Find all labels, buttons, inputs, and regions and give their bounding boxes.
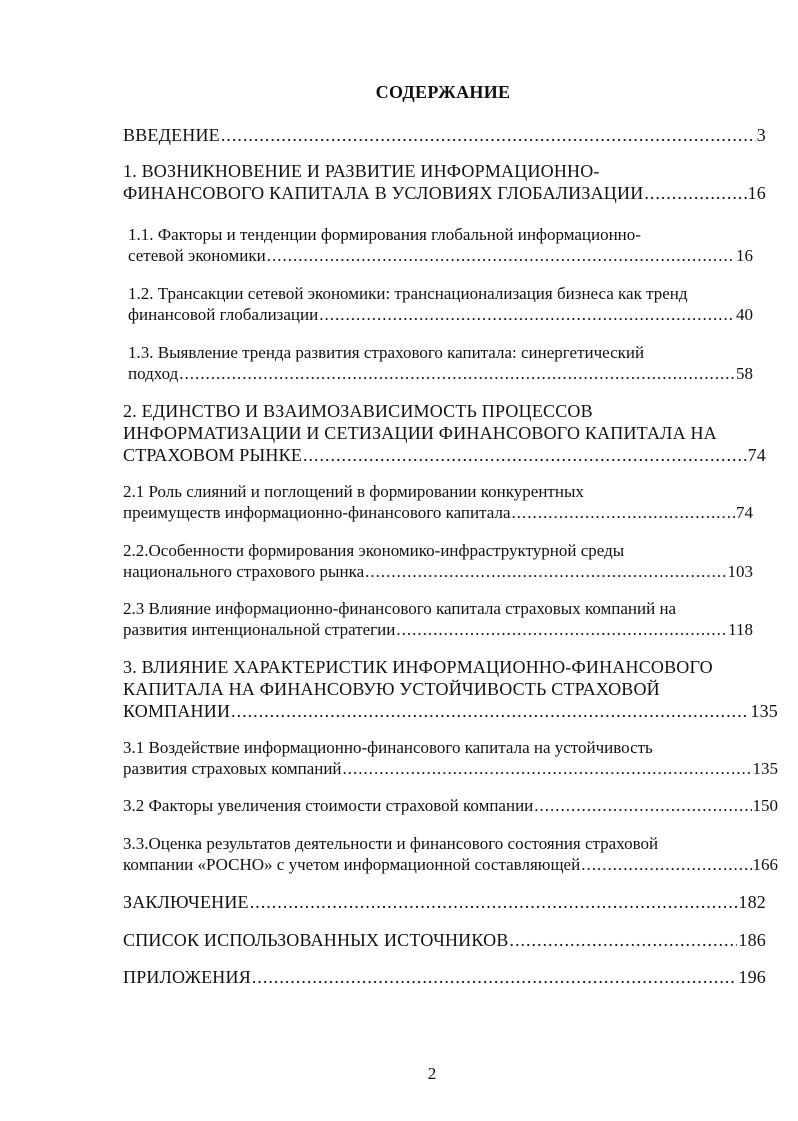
toc-entry-text: ИНФОРМАТИЗАЦИИ И СЕТИЗАЦИИ ФИНАНСОВОГО КАПИТАЛА НА (123, 423, 717, 443)
toc-page-number: 16 (747, 183, 766, 203)
toc-entry-section-3-2 (123, 795, 778, 816)
toc-page-number: 103 (727, 562, 753, 581)
toc-entry-text: компании «РОСНО» с учетом информационной составляющей (123, 855, 581, 874)
toc-page-number: 74 (747, 445, 766, 465)
dot-leader (231, 700, 749, 722)
toc-entry-text: ПРИЛОЖЕНИЯ (123, 967, 251, 987)
toc-entry-section-2-2 (123, 540, 753, 582)
toc-page-number: 166 (752, 855, 778, 874)
toc-entry-text: КАПИТАЛА НА ФИНАНСОВУЮ УСТОЙЧИВОСТЬ СТРАХОВОЙ (123, 679, 660, 699)
dot-leader (581, 854, 751, 875)
dot-leader (343, 758, 752, 779)
toc-entry-text: 1. ВОЗНИКНОВЕНИЕ И РАЗВИТИЕ ИНФОРМАЦИОННО- (123, 161, 600, 181)
dot-leader (510, 929, 738, 951)
toc-entry-references (123, 929, 766, 951)
toc-entry-section-1-2 (128, 283, 753, 325)
dot-leader (179, 363, 735, 384)
toc-entry-text: преимуществ информационно-финансового капитала (123, 503, 511, 522)
dot-leader (365, 561, 726, 582)
toc-entry-chapter-3 (123, 656, 778, 722)
toc-entry-text: развития страховых компаний (123, 759, 342, 778)
toc-entry-text: 1.3. Выявление тренда развития страхового капитала: синергетический (128, 343, 645, 362)
toc-page-number: 150 (752, 796, 778, 815)
dot-leader (221, 124, 756, 146)
toc-entry-text: ЗАКЛЮЧЕНИЕ (123, 892, 249, 912)
page-number: 2 (427, 1064, 437, 1083)
toc-entry-text: 2.2.Особенности формирования экономико-инфраструктурной среды (123, 541, 625, 560)
toc-entry-text: 3.1 Воздействие информационно-финансового капитала на устойчивость (123, 738, 653, 757)
toc-entry-text: 2.3 Влияние информационно-финансового капитала страховых компаний на (123, 599, 677, 618)
toc-page-number: 58 (736, 364, 753, 383)
toc-page-number: 186 (738, 930, 766, 950)
toc-page-number: 40 (736, 305, 753, 324)
dot-leader (644, 182, 746, 204)
toc-page-number: 74 (736, 503, 753, 522)
toc-entry-text: развития интенциональной стратегии (123, 620, 396, 639)
toc-entry-text: 1.1. Факторы и тенденции формирования глобальной информационно- (128, 225, 641, 244)
toc-entry-text: 3.3.Оценка результатов деятельности и финансового состояния страховой (123, 834, 659, 853)
toc-entry-chapter-2 (123, 400, 766, 466)
toc-entry-section-1-1 (128, 224, 753, 266)
toc-entry-text: СПИСОК ИСПОЛЬЗОВАННЫХ ИСТОЧНИКОВ (123, 930, 509, 950)
toc-entry-conclusion (123, 891, 766, 913)
toc-entry-text: ФИНАНСОВОГО КАПИТАЛА В УСЛОВИЯХ ГЛОБАЛИЗАЦИИ (123, 183, 644, 203)
toc-page-number: 182 (738, 892, 766, 912)
page-title: СОДЕРЖАНИЕ (375, 82, 511, 102)
dot-leader (512, 502, 736, 523)
toc-entry-text: 2.1 Роль слияний и поглощений в формировании конкурентных (123, 482, 584, 501)
toc-entry-appendices (123, 966, 766, 988)
toc-entry-text: сетевой экономики (128, 246, 266, 265)
toc-entry-text: подход (128, 364, 179, 383)
toc-entry-section-2-3 (123, 598, 753, 640)
toc-entry-text: 3.2 Факторы увеличения стоимости страховой компании (123, 796, 534, 815)
dot-leader (267, 245, 735, 266)
toc-entry-text: КОМПАНИИ (123, 701, 231, 721)
toc-entry-text: национального страхового рынка (123, 562, 365, 581)
toc-page-number: 196 (738, 967, 766, 987)
toc-entry-introduction (123, 124, 766, 146)
toc-entry-text: финансовой глобализации (128, 305, 319, 324)
toc-page-number: 118 (728, 620, 753, 639)
toc-entry-section-2-1 (123, 481, 753, 523)
toc-page-number: 135 (750, 701, 778, 721)
dot-leader (250, 891, 738, 913)
toc-entry-chapter-1 (123, 160, 766, 204)
dot-leader (534, 795, 751, 816)
dot-leader (303, 444, 747, 466)
toc-entry-text: 3. ВЛИЯНИЕ ХАРАКТЕРИСТИК ИНФОРМАЦИОННО-ФИНАНСОВОГО (123, 657, 713, 677)
dot-leader (319, 304, 735, 325)
toc-page-number: 3 (756, 125, 766, 145)
toc-entry-text: СТРАХОВОМ РЫНКЕ (123, 445, 303, 465)
toc-entry-text: 1.2. Трансакции сетевой экономики: транснационализация бизнеса как тренд (128, 284, 688, 303)
toc-entry-text: 2. ЕДИНСТВО И ВЗАИМОЗАВИСИМОСТЬ ПРОЦЕССОВ (123, 401, 593, 421)
toc-page-number: 135 (752, 759, 778, 778)
toc-entry-section-3-1 (123, 737, 778, 779)
toc-page-number: 16 (736, 246, 753, 265)
dot-leader (396, 619, 727, 640)
dot-leader (252, 966, 737, 988)
toc-entry-text: ВВЕДЕНИЕ (123, 125, 220, 145)
toc-entry-section-1-3 (128, 342, 753, 384)
toc-entry-section-3-3 (123, 833, 778, 875)
